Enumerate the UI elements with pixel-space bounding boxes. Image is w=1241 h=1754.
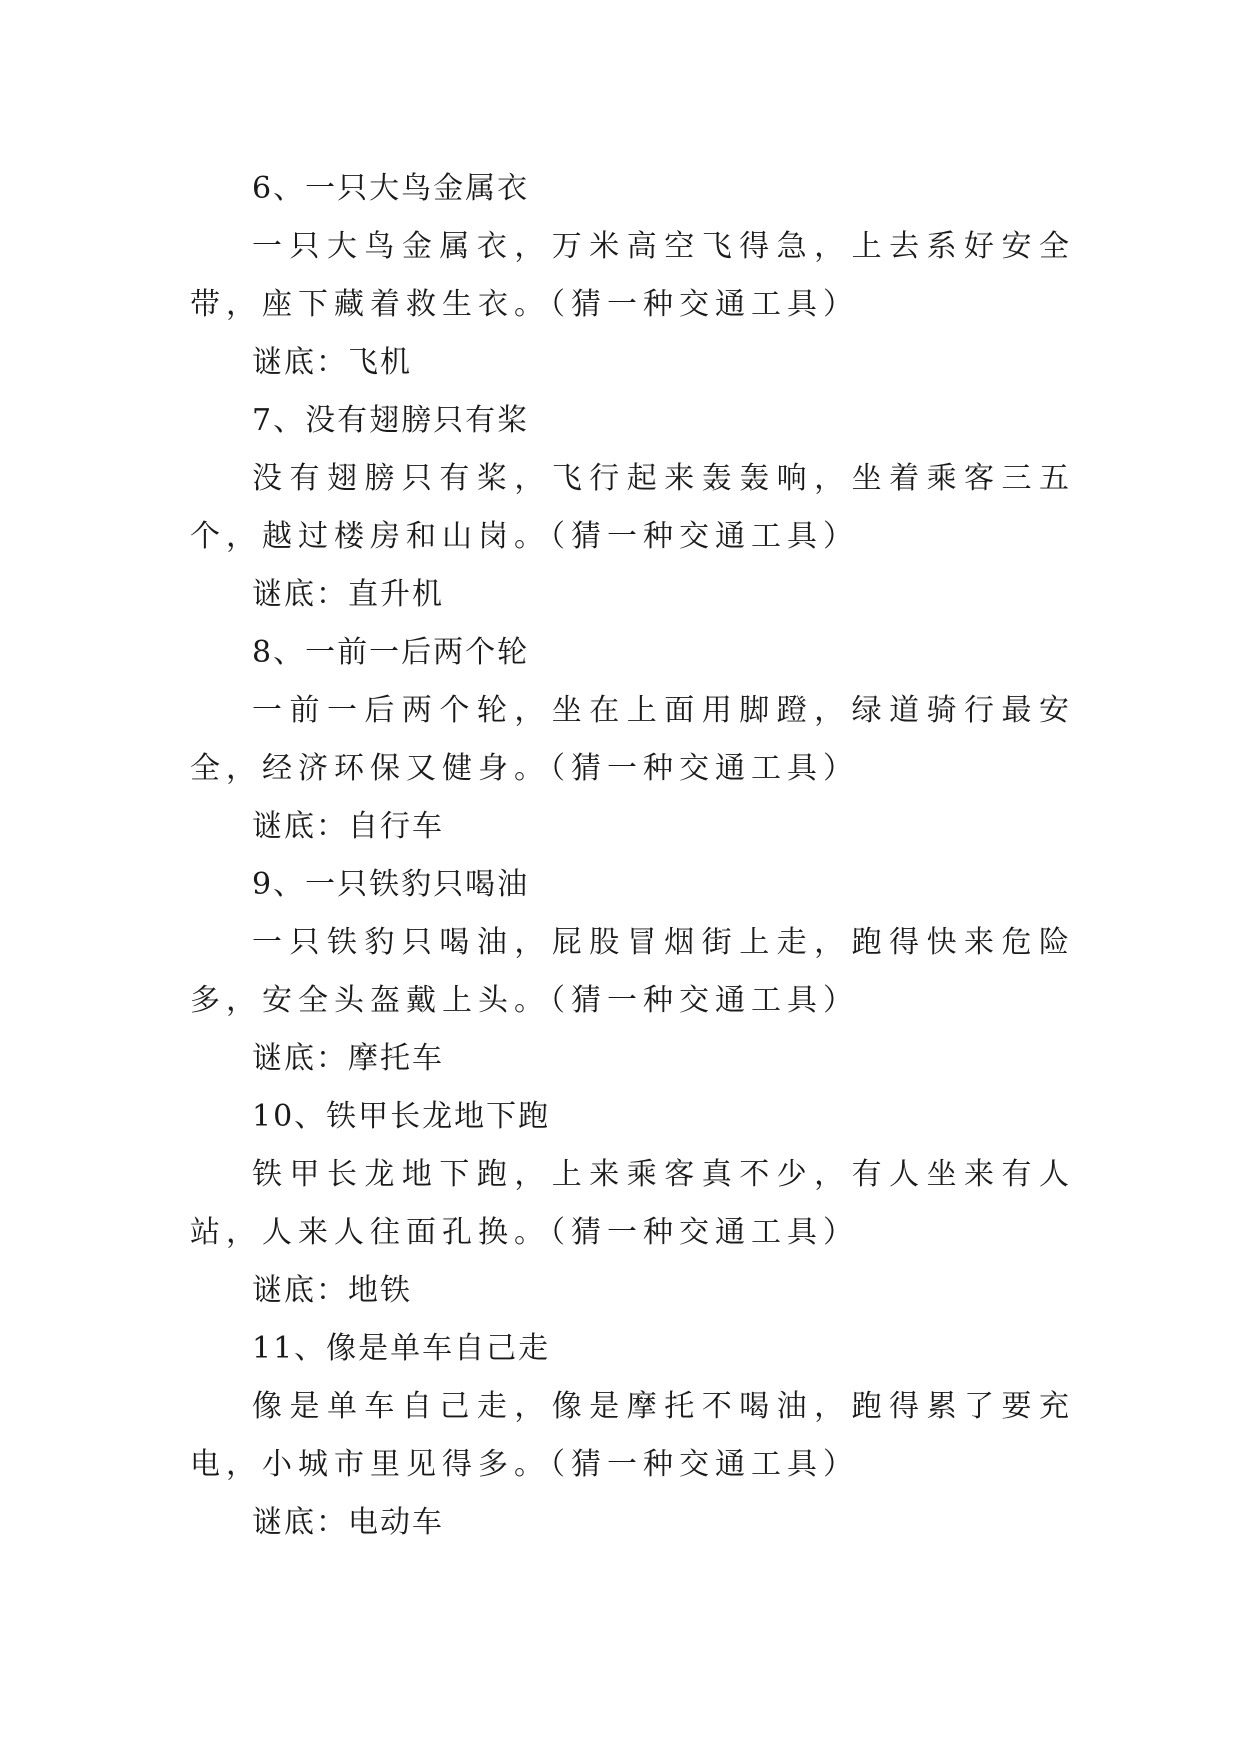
- riddle-title: 7、没有翅膀只有桨: [252, 403, 530, 438]
- riddle-item: [190, 856, 1075, 1088]
- riddle-title: 11、像是单车自己走: [252, 1331, 551, 1366]
- riddle-title: 6、一只大鸟金属衣: [252, 171, 530, 206]
- riddle-text: 像是单车自己走，像是摩托不喝油，跑得累了要充电，小城市里见得多。（猜一种交通工具）: [190, 1389, 1075, 1482]
- riddle-text: 一前一后两个轮，坐在上面用脚蹬，绿道骑行最安全，经济环保又健身。（猜一种交通工具）: [190, 693, 1075, 786]
- riddle-item: [190, 624, 1075, 856]
- riddle-answer: 谜底：地铁: [252, 1273, 412, 1308]
- riddle-item: [190, 392, 1075, 624]
- riddle-answer: 谜底：飞机: [252, 345, 412, 380]
- riddle-answer: 谜底：摩托车: [252, 1041, 444, 1076]
- riddle-text: 一只铁豹只喝油，屁股冒烟街上走，跑得快来危险多，安全头盔戴上头。（猜一种交通工具）: [190, 925, 1075, 1018]
- riddle-answer: 谜底：电动车: [252, 1505, 444, 1540]
- document-body: [190, 160, 1075, 1552]
- riddle-text: 铁甲长龙地下跑，上来乘客真不少，有人坐来有人站，人来人往面孔换。（猜一种交通工具）: [190, 1157, 1075, 1250]
- riddle-title: 9、一只铁豹只喝油: [252, 867, 530, 902]
- riddle-item: [190, 160, 1075, 392]
- riddle-item: [190, 1320, 1075, 1552]
- riddle-text: 没有翅膀只有桨，飞行起来轰轰响，坐着乘客三五个，越过楼房和山岗。（猜一种交通工具）: [190, 461, 1075, 554]
- riddle-text: 一只大鸟金属衣，万米高空飞得急，上去系好安全带，座下藏着救生衣。（猜一种交通工具）: [190, 229, 1075, 322]
- riddle-item: [190, 1088, 1075, 1320]
- riddle-answer: 谜底：直升机: [252, 577, 444, 612]
- riddle-title: 8、一前一后两个轮: [252, 635, 530, 670]
- riddle-answer: 谜底：自行车: [252, 809, 444, 844]
- riddle-title: 10、铁甲长龙地下跑: [252, 1099, 551, 1134]
